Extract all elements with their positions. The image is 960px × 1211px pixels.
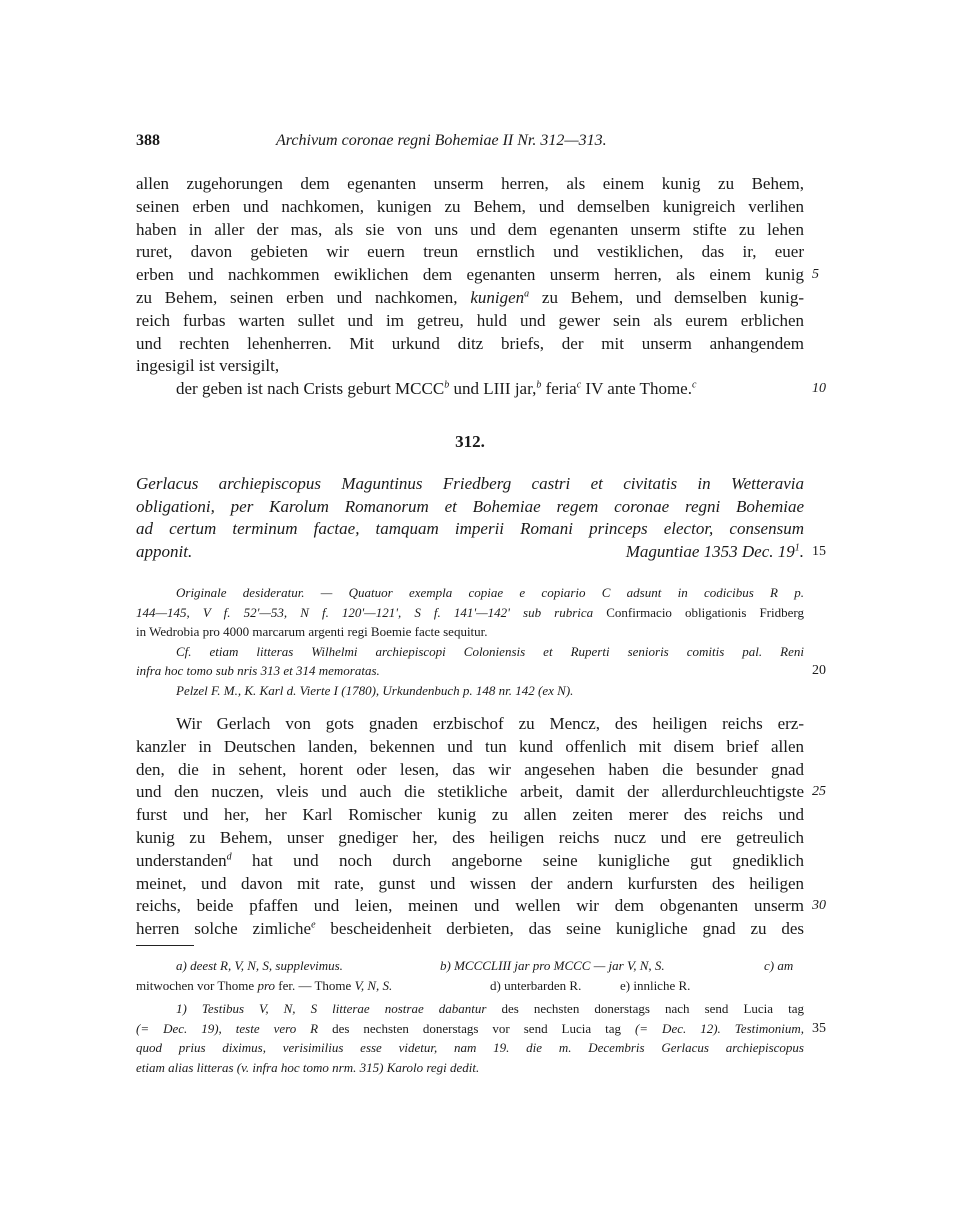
text-line: seinen erben und nachkomen, kunigen zu Behem, und demselben kunigreich verlihen — [136, 196, 804, 216]
footnote-c: c) am — [764, 958, 794, 973]
footnote-a: a) deest R, V, N, S, supplevimus. — [176, 958, 343, 973]
text-line — [136, 287, 804, 310]
tradition-line: Originale desideratur. — Quatuor exempla copiae e copiario C adsunt in codicibus R p. — [176, 585, 804, 600]
footnote-line — [136, 956, 804, 976]
text-line: kanzler in Deutschen landen, bekennen und tun kund offenlich mit disem brief allen — [136, 736, 804, 756]
text-segment: understanden — [136, 850, 227, 870]
main-text-block — [136, 713, 826, 941]
footnote-line — [136, 999, 804, 1019]
text-line: und rechten lehenherren. Mit urkund ditz briefs, der mit unserm anhangendem — [136, 333, 804, 353]
regest-line: obligationi, per Karolum Romanorum et Bohemiae regem coronae regni Bohemiae — [136, 496, 804, 516]
text-segment: Confirmacio obligationis Fridberg — [593, 604, 804, 620]
footnote-mark: c — [691, 379, 697, 391]
footnote-mark: e — [311, 919, 316, 931]
document-number: 312. — [455, 432, 485, 451]
date-text: Maguntiae 1353 Dec. 19 — [625, 541, 795, 561]
text-segment: der geben ist nach Crists geburt MCCC — [176, 379, 445, 399]
tradition-block — [136, 583, 826, 700]
top-text-block — [136, 173, 826, 401]
footnote-mark: b — [444, 379, 450, 391]
text-line: allen zugehorungen dem egenanten unserm herren, als einem kunig zu Behem, — [136, 174, 804, 193]
line-number: 15 — [812, 543, 826, 559]
text-line: den, die in sehent, horent oder lesen, das wir angesehen haben die besunder gnad — [136, 759, 804, 779]
footnote-line: etiam alias litteras (v. infra hoc tomo nrm. 315) Karolo regi dedit. — [136, 1059, 480, 1075]
text-line — [136, 850, 804, 873]
text-segment: fer. — Thome — [275, 977, 352, 993]
text-line-content: reichs, beide pfaffen und leien, meinen und wellen wir dem obgenanten unserm — [136, 896, 804, 916]
page-number: 388 — [136, 132, 160, 149]
line-number: 30 — [812, 898, 826, 914]
footnote-line — [136, 976, 804, 996]
footnote-mark: c — [576, 379, 582, 391]
footnote-b: b) MCCCLIII jar pro MCCC — jar V, N, S. — [440, 958, 665, 973]
footnote-separator — [136, 945, 194, 946]
text-line — [136, 264, 819, 287]
footnote-line: quod prius diximus, verisimilius esse videtur, nam 19. die m. Decembris Gerlacus archiepiscopus — [136, 1040, 804, 1055]
line-number: 25 — [812, 784, 826, 800]
regest-date: Maguntiae 1353 Dec. $19^1$. — [625, 541, 804, 561]
footnote-mark: 1 — [794, 542, 800, 554]
tradition-line — [136, 661, 826, 681]
regest-text: apponit. — [136, 541, 193, 561]
text-segment: und LIII jar, — [449, 379, 537, 399]
text-segment: infra hoc tomo sub nris 313 et 314 memoratas. — [136, 663, 380, 678]
text-segment: herren solche zimliche — [136, 919, 312, 939]
text-line: ruret, davon gebieten wir euern treun ernstlich und vestiklichen, das ir, euer — [136, 242, 804, 262]
text-segment: des nechsten donerstags nach send Lucia tag — [486, 1001, 804, 1016]
text-line-content: und den nuczen, vleis und auch die stetikliche arbeit, damit der allerdurchleuchtigste — [136, 782, 804, 802]
text-segment: mitwochen vor Thome — [136, 977, 255, 993]
line-number: 10 — [812, 381, 826, 397]
tradition-line — [136, 603, 804, 623]
text-line: reich furbas warten sullet und im getreu, huld und gewer sein als eurem erblichen — [136, 310, 804, 330]
regest-block — [136, 473, 826, 563]
text-line — [136, 895, 826, 918]
text-segment: des nechsten donerstags vor send Lucia tag — [318, 1020, 621, 1036]
regest-line — [136, 541, 826, 564]
text-line: haben in aller der mas, als sie von uns und dem egenanten unserm stifte zu lehen — [136, 219, 804, 239]
line-number: 20 — [812, 663, 826, 678]
footnote-mark: b — [536, 379, 542, 391]
footnote-mark: a — [524, 288, 530, 300]
text-line — [136, 781, 826, 804]
text-segment: 1) Testibus V, N, S litterae nostrae dabantur — [176, 1001, 487, 1016]
text-line: kunig zu Behem, unser gnediger her, des heiligen reichs nucz und ere getreulich — [136, 827, 804, 847]
page-header — [136, 132, 804, 156]
text-segment: bescheidenheit derbieten, das seine kunigliche gnad zu des — [315, 919, 805, 939]
text-segment: pro — [254, 977, 276, 993]
text-segment: zu Behem, und demselben kunig- — [529, 287, 805, 307]
line-number: 35 — [812, 1020, 826, 1036]
text-line: furst und her, her Karl Romischer kunig zu allen zeiten merer des reichs und — [136, 805, 804, 825]
text-segment: feria — [541, 379, 577, 399]
tradition-line: in Wedrobia pro 4000 marcarum argenti regi Boemie facte sequitur. — [136, 624, 488, 639]
text-segment: (= Dec. 12). Testimonium, — [621, 1020, 804, 1036]
text-line: Wir Gerlach von gots gnaden erzbischof zu Mencz, des heiligen reichs erz- — [176, 714, 804, 733]
text-line-content: erben und nachkommen ewiklichen dem egenanten unserm herren, als einem kunig — [136, 265, 804, 285]
text-line: meinet, und davon mit rate, gunst und wissen der andern kurfursten des heiligen — [136, 873, 804, 893]
text-line: ingesigil ist versigilt, — [136, 356, 280, 376]
text-segment: IV ante Thome. — [581, 379, 692, 399]
text-segment: hat und noch durch angeborne seine kunigliche gut gnediklich — [231, 850, 804, 870]
footnotes-block — [136, 956, 826, 1077]
tradition-line: Pelzel F. M., K. Karl d. Vierte I (1780), Urkundenbuch p. 148 nr. 142 (ex N). — [176, 682, 574, 698]
regest-line: Gerlacus archiepiscopus Maguntinus Friedberg castri et civitatis in Wetteravia — [136, 474, 804, 493]
running-title: Archivum coronae regni Bohemiae II Nr. 312—313. — [276, 132, 607, 149]
line-number: 5 — [812, 267, 819, 283]
text-segment: 144—145, V f. 52'—53, N f. 120'—121', S f. 141'—142' sub rubrica — [136, 604, 594, 620]
text-line — [136, 378, 826, 401]
text-segment: zu Behem, seinen erben und nachkomen, — [136, 287, 471, 307]
regest-line: ad certum terminum factae, tamquam imperii Romani princeps elector, consensum — [136, 519, 804, 539]
text-segment: V, N, S. — [351, 977, 393, 993]
tradition-line: Cf. etiam litteras Wilhelmi archiepiscopi Coloniensis et Ruperti senioris comitis pal. Reni — [176, 643, 804, 659]
footnote-line — [136, 1019, 826, 1039]
footnote-d: d) unterbarden R. — [490, 977, 582, 993]
text-line — [136, 918, 804, 941]
text-segment: (= Dec. 19), teste vero R — [136, 1020, 319, 1036]
text-segment: kunigen — [470, 287, 525, 307]
footnote-e: e) innliche R. — [620, 977, 691, 993]
footnote-mark: d — [226, 851, 232, 863]
